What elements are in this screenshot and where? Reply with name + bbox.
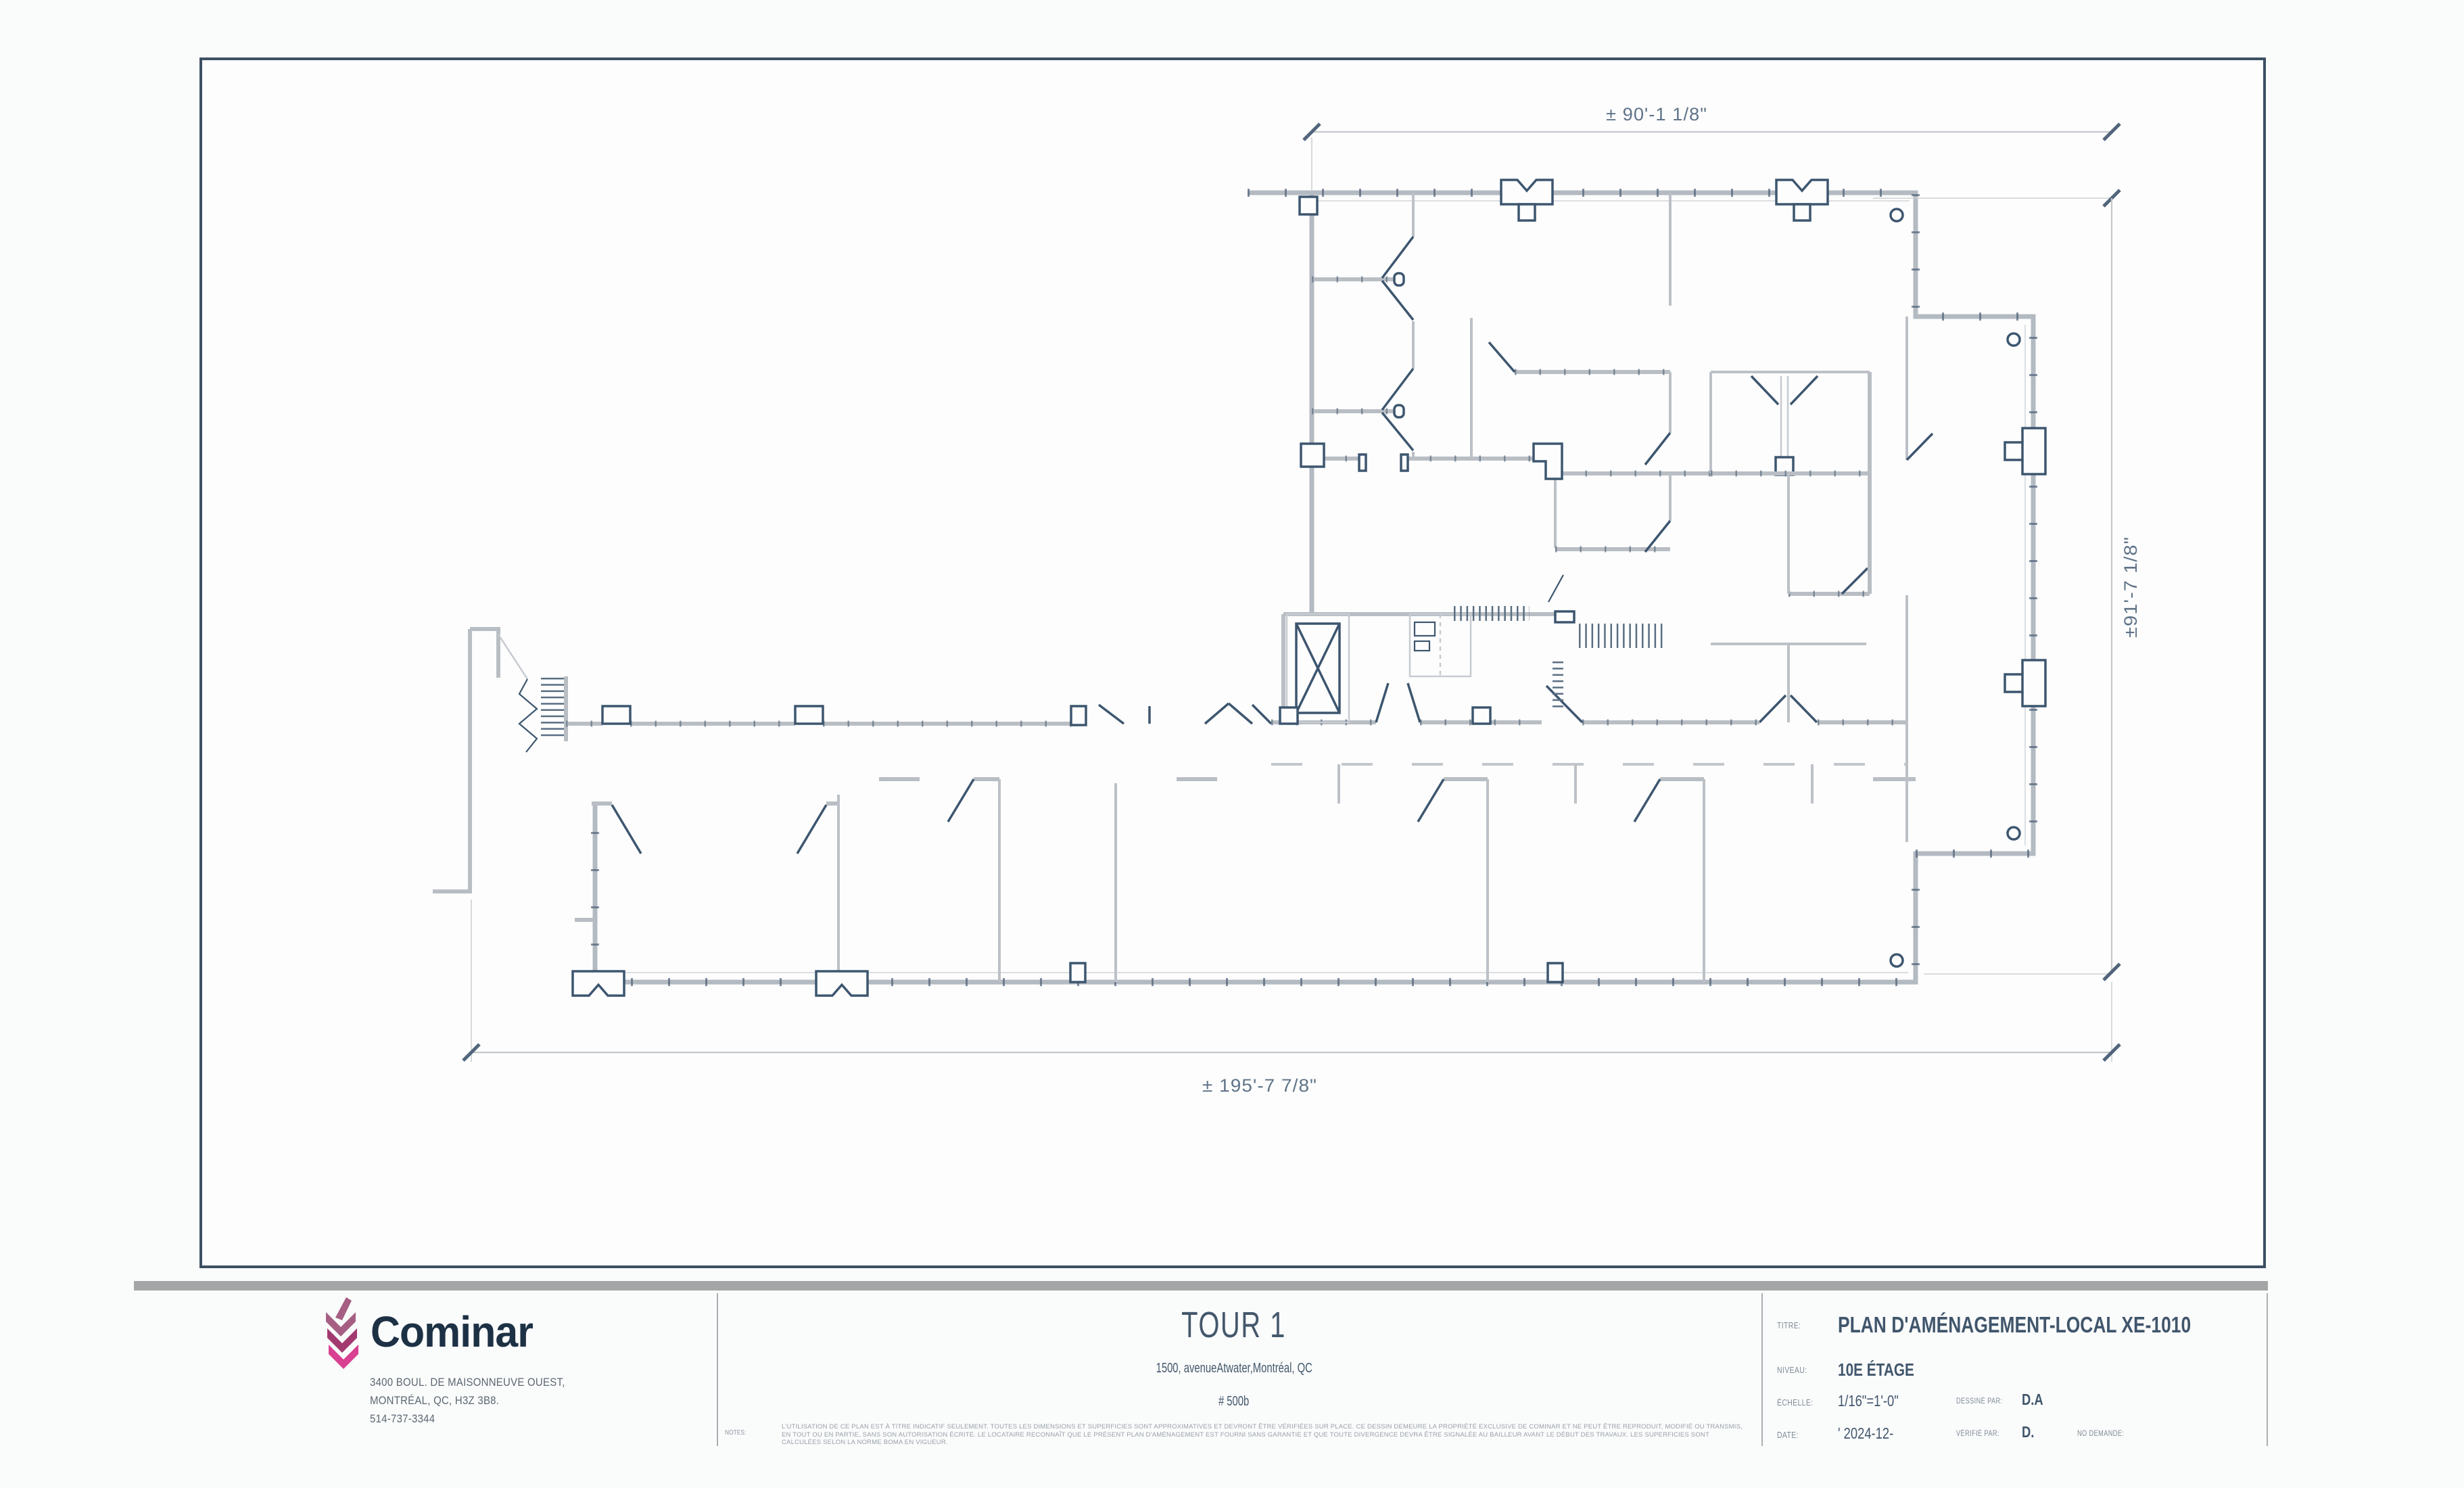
verifie-par-label-text: VÉRIFIÉ PAR:	[1956, 1430, 1999, 1438]
date-value-text: ' 2024-12-	[1838, 1424, 1894, 1442]
right-cluster-rooms	[1711, 317, 1933, 842]
project-block	[1028, 1304, 1440, 1410]
upper-wing-rooms	[1312, 193, 1711, 552]
stair-left	[498, 634, 566, 752]
project-suite	[1028, 1394, 1440, 1410]
lower-rooms	[592, 779, 1916, 982]
dimension-bottom	[463, 900, 2120, 1096]
company-address-line3: 514-737-3344	[370, 1412, 435, 1425]
no-demande-label	[2077, 1430, 2136, 1438]
project-building-title	[1028, 1304, 1440, 1346]
dimension-right-text: ±91'-7 1/8"	[2121, 543, 2141, 638]
titre-label	[1777, 1320, 1807, 1330]
niveau-label-text: NIVEAU:	[1777, 1365, 1807, 1375]
exterior-walls	[433, 193, 2033, 982]
titleblock-divider	[1761, 1293, 1763, 1446]
notes-paragraph: L'UTILISATION DE CE PLAN EST À TITRE INDICATIF SEULEMENT. TOUTES LES DIMENSIONS ET SUPERFICIES SONT APPROXIMATIVES ET DEVRONT ÊTRE VÉRIFIÉES SUR PLACE. CE DESSIN DEMEURE LA PROPRIÉTÉ EXCLUSIVE DE COMINAR ET NE PEUT ÊTRE REPRODUIT, MODIFIÉ OU TRANSMIS, EN TOUT OU EN PARTIE, SANS SON AUTORISATION ÉCRITE. LE LOCATAIRE RECONNAÎT QUE LE PRÉSENT PLAN D'AMÉNAGEMENT EST FOURNI SANS GARANTIE ET QUE TOUTE DIVERGENCE DEVRA ÊTRE SIGNALÉE AU BAILLEUR AVANT LE DÉBUT DES TRAVAUX. LES SUPERFICIES SONT CALCULÉES SELON LA NORME BOMA EN VIGUEUR.	[782, 1423, 1743, 1446]
washroom	[1410, 614, 1471, 676]
echelle-value	[1838, 1392, 1914, 1410]
titre-value	[1838, 1312, 2279, 1338]
project-building-label: TOUR 1	[1181, 1305, 1287, 1345]
fixture	[1415, 641, 1429, 651]
dessine-par-value	[2022, 1391, 2049, 1409]
echelle-label-text: ÉCHELLE:	[1777, 1397, 1814, 1408]
echelle-value-text: 1/16"=1'-0"	[1838, 1392, 1899, 1410]
niveau-label	[1777, 1365, 1815, 1375]
notes-label	[725, 1428, 751, 1437]
niveau-value	[1838, 1359, 1933, 1380]
titre-label-text: TITRE:	[1777, 1320, 1801, 1330]
dessine-par-label	[1956, 1397, 2014, 1405]
niveau-value-text: 10E ÉTAGE	[1838, 1359, 1914, 1380]
stair-middle	[1454, 575, 1667, 712]
verifie-par-value	[2022, 1423, 2037, 1441]
project-address	[1028, 1361, 1440, 1376]
date-value	[1838, 1424, 1908, 1443]
no-demande-label-text: NO DEMANDE:	[2077, 1430, 2125, 1438]
dimension-bottom-text: ± 195'-7 7/8"	[1202, 1075, 1317, 1096]
fixture	[1415, 622, 1435, 636]
corridor-walls	[566, 703, 1907, 804]
cominar-wordmark: Cominar	[371, 1307, 533, 1356]
double-door-swing	[1751, 376, 1818, 404]
company-address-line2: MONTRÉAL, QC, H3Z 3B8.	[370, 1394, 500, 1407]
echelle-label	[1777, 1397, 1822, 1408]
dessine-par-label-text: DESSINÉ PAR:	[1956, 1397, 2003, 1405]
dimension-top-text: ± 90'-1 1/8"	[1606, 104, 1707, 124]
mullion-notches	[573, 180, 2045, 996]
elevator-shaft	[1283, 614, 1555, 722]
project-suite-label: # 500b	[1218, 1394, 1250, 1409]
company-address	[370, 1373, 565, 1428]
title-band-separator	[134, 1281, 2268, 1291]
date-label-text: DATE:	[1777, 1430, 1799, 1440]
notes-label-text: NOTES:	[725, 1428, 747, 1437]
titre-value-text: PLAN D'AMÉNAGEMENT-LOCAL XE-1010	[1838, 1312, 2191, 1337]
cominar-logo-icon	[321, 1297, 371, 1370]
company-address-line1: 3400 BOUL. DE MAISONNEUVE OUEST,	[370, 1376, 565, 1389]
dessine-par-value-text: D.A	[2022, 1391, 2043, 1408]
door-frame	[602, 706, 630, 724]
columns	[1280, 197, 2020, 967]
project-address-label: 1500, avenueAtwater,Montréal, QC	[1156, 1361, 1312, 1376]
verifie-par-value-text: D.	[2022, 1423, 2035, 1441]
verifie-par-label	[1956, 1430, 2010, 1438]
titleblock-divider	[717, 1293, 718, 1446]
door-frame	[795, 706, 823, 724]
date-label	[1777, 1430, 1804, 1440]
elevator-x	[1296, 624, 1340, 713]
